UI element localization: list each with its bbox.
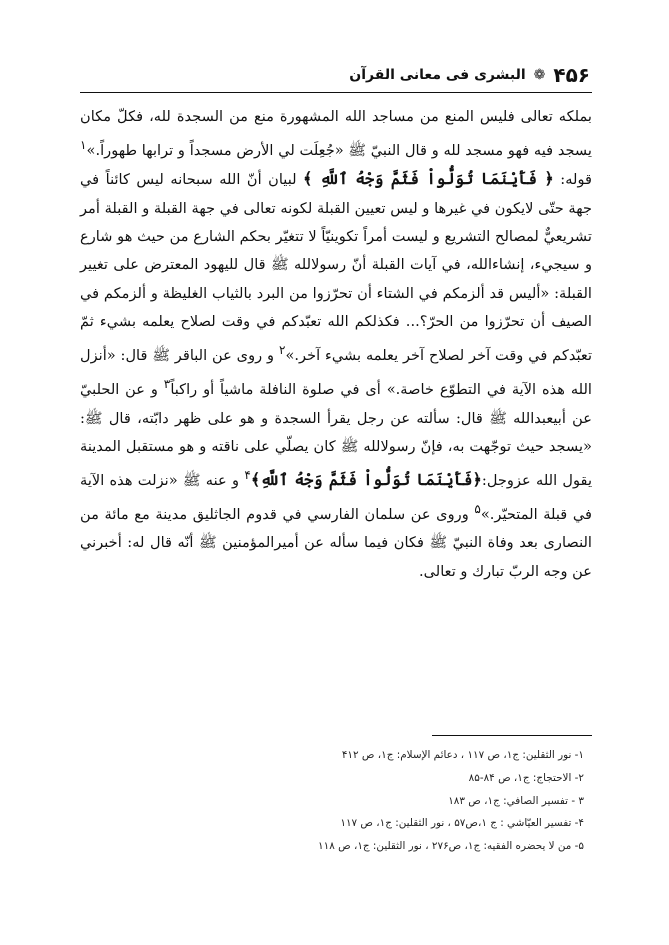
footnote: ٢- الاحتجاج: ج١، ص ٨۴-٨۵	[468, 771, 584, 784]
main-text	[80, 103, 592, 586]
flower-ornament-icon: ❁	[533, 67, 546, 83]
paragraph	[80, 103, 592, 586]
footnote-rule	[432, 735, 592, 736]
footnote: ۵- من لا يحضره الفقيه: ج١، ص٢٧۶ ، نور الثقلين: ج١، ص ١١٨	[318, 840, 584, 853]
text-segment: قوله:	[553, 171, 593, 189]
text-segment: و عنه ﷺ «نزلت هذه الآية في قبلة المتحيّر.»	[80, 472, 592, 524]
footnotes	[80, 744, 592, 858]
running-header	[80, 60, 590, 90]
page-number: ۴۵۶	[553, 63, 590, 87]
quran-verse: ﴿ فَأَيْنَمَا تُوَلُّواْ فَثَمَّ وَجْهُ ٱللَّهِ ﴾	[303, 169, 554, 189]
footnote: ٣ - تفسير الصافي: ج١، ص ١٨٣	[448, 794, 584, 807]
book-title: البشری فی معانی القرآن	[349, 67, 526, 83]
header-rule	[80, 92, 592, 93]
footnote-ref-4: ۴	[244, 468, 251, 483]
footnote-ref-3: ٣	[163, 377, 171, 392]
text-segment: لبيان أنّ الله سبحانه ليس كائناً في جهة حتّى لايكون في غيرها و ليس تعيين القبلة لكونه تعالى في جهة القبلة و القبلة أمر تشريعيٌّ لمصالح التشريع و ليست أمراً تكوينيّاً لا تتغيّر بحكم الشارع من حيث هو شارع و سيجيء، إنشاءالله، في آيات القبلة أنّ رسولالله ﷺ قال لليهود المعترض على تغيير القبلة: «أليس قد ألزمكم في الشتاء أن تحرّزوا من البرد بالثياب الغليظة و ألزمكم في الصيف أن تحرّزوا من الحرّ؟... فكذلكم الله تعبّدكم في وقت لصلاح يعلمه بشيء ثمّ تعبّدكم في وقت آخر لصلاح آخر يعلمه بشيء آخر.»	[80, 171, 593, 365]
footnote-ref-5: ۵	[474, 502, 481, 517]
footnote-ref-2: ٢	[278, 343, 286, 358]
text-segment: وروى عن سلمان الفارسي في قدوم الجاثليق مدينة مع مائة من النصارى بعد وفاة النبيّ ﷺ فكان فيما سأله عن أميرالمؤمنين ﷺ أنّه قال له: أخبرني عن وجه الربّ تبارك و تعالى.	[80, 506, 592, 580]
text-segment: بملكه تعالى فليس المنع من مساجد الله المشهورة منع من السجدة لله، فكلّ مكان يسجد فيه فهو مسجد لله و قال النبيّ ﷺ «جُعِلَت لي الأرض مسجداً و ترابها طهوراً.»	[80, 108, 592, 160]
text-segment: و عن الحلبيّ عن أبيعبدالله ﷺ قال: سألته عن رجل يقرأ السجدة و هو على ظهر دابّته، قال ﷺ: «يسجد حيث توجّهت به، فإنّ رسولالله ﷺ كان يصلّي على ناقته و هو مستقبل المدينة يقول الله عزوجل:	[80, 381, 593, 489]
text-segment: و روى عن الباقر ﷺ قال: «أنزل الله هذه الآية في التطوّع خاصة.» أى في صلوة النافلة ماشياً أو راكباً	[80, 347, 592, 399]
footnote-ref-1: ١	[80, 138, 87, 153]
quran-verse: ﴿فَأَيْنَمَا تُوَلُّواْ فَثَمَّ وَجْهُ ٱللَّهِ﴾	[250, 470, 482, 489]
footnote: ۴- تفسير العيّاشي : ج ١،ص۵٧ ، نور الثقلين: ج١، ص ١١٧	[340, 817, 584, 830]
footnote: ١- نور الثقلين: ج١، ص ١١٧ ، دعائم الإسلام: ج١، ص ۴١٢	[341, 749, 584, 761]
